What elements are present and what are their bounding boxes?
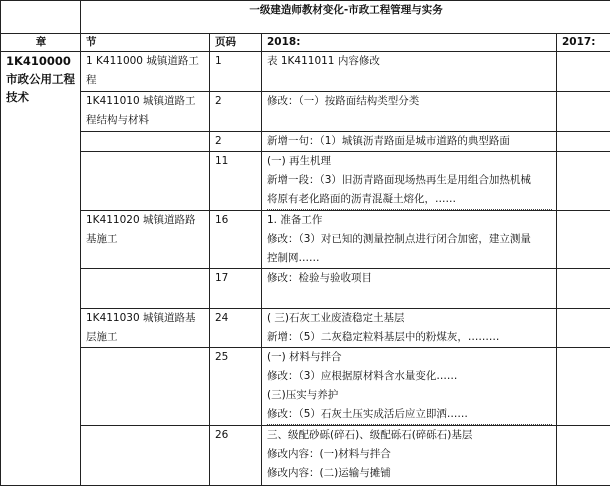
table-row — [1, 426, 610, 486]
change-cell — [262, 269, 557, 309]
section-cell — [81, 52, 210, 92]
change-cell — [262, 92, 557, 132]
page-cell: 17 — [210, 269, 262, 309]
y2017-cell — [557, 211, 610, 269]
change-line: (一) 材料与拌合 — [267, 348, 552, 367]
change-line: 1. 准备工作 — [267, 211, 552, 230]
change-line: 将原有老化路面的沥青混凝土熔化，…… — [267, 190, 552, 210]
change-line: 修改：（5）石灰土压实成活后应立即洒…… — [267, 405, 552, 425]
section-cell — [81, 309, 210, 348]
section-cell — [81, 211, 210, 269]
change-line: 新增一句：（1）城镇沥青路面是城市道路的典型路面 — [267, 132, 552, 151]
y2017-cell — [557, 426, 610, 486]
change-line: 表 1K411011 内容修改 — [267, 52, 552, 71]
change-cell — [262, 348, 557, 426]
change-line: 修改内容：(一)材料与拌合 — [267, 445, 552, 464]
table-row — [1, 269, 610, 309]
chapter-name: 1K410000 市政公用工程技术 — [6, 54, 75, 104]
table-row — [1, 52, 610, 92]
header-chapter: 章 — [1, 34, 81, 52]
page-cell: 2 — [210, 132, 262, 152]
header-page: 页码 — [210, 34, 262, 52]
section-cell — [81, 269, 210, 309]
change-line: 修改内容：(二)运输与摊铺 — [267, 464, 552, 483]
change-cell — [262, 52, 557, 92]
table-row — [1, 152, 610, 211]
change-cell — [262, 426, 557, 486]
change-line: 修改：（一）按路面结构类型分类 — [267, 92, 552, 111]
change-cell — [262, 152, 557, 211]
section-cell — [81, 426, 210, 486]
change-line: 控制网…… — [267, 249, 552, 268]
change-line: (三)压实与养护 — [267, 386, 552, 405]
y2017-cell — [557, 52, 610, 92]
change-line: 新增一段：（3）旧沥青路面现场热再生是用组合加热机械 — [267, 171, 552, 190]
section-name: 1K411010 城镇道路工程结构与材料 — [86, 92, 205, 130]
section-name: 1K411030 城镇道路基层施工 — [86, 309, 205, 347]
header-2017: 2017: — [557, 34, 610, 52]
document-title — [81, 1, 610, 34]
title-row — [1, 1, 610, 34]
change-line: 修改：（3）对已知的测量控制点进行闭合加密，建立测量 — [267, 230, 552, 249]
header-2018: 2018: — [262, 34, 557, 52]
section-name: 1 K411000 城镇道路工程 — [86, 52, 205, 90]
change-line: 三、级配砂砾(碎石)、级配砾石(碎砾石)基层 — [267, 426, 552, 445]
page-cell: 11 — [210, 152, 262, 211]
section-cell — [81, 152, 210, 211]
change-cell — [262, 211, 557, 269]
change-cell — [262, 309, 557, 348]
page-cell: 26 — [210, 426, 262, 486]
header-section: 节 — [81, 34, 210, 52]
change-line: (一) 再生机理 — [267, 152, 552, 171]
change-line: 新增：（5）二灰稳定粒料基层中的粉煤灰，……… — [267, 328, 552, 347]
change-line: ( 三)石灰工业废渣稳定土基层 — [267, 309, 552, 328]
y2017-cell — [557, 152, 610, 211]
title-left-blank — [1, 1, 81, 34]
table-row — [1, 132, 610, 152]
y2017-cell — [557, 269, 610, 309]
header-row — [1, 34, 610, 52]
y2017-cell — [557, 348, 610, 426]
page-cell: 2 — [210, 92, 262, 132]
change-line: 修改：（3）应根据原材料含水量变化…… — [267, 367, 552, 386]
document-title-text: 一级建造师教材变化-市政工程管理与实务 — [249, 4, 442, 16]
page-cell: 16 — [210, 211, 262, 269]
y2017-cell — [557, 132, 610, 152]
section-name: 1K411020 城镇道路路基施工 — [86, 211, 205, 249]
page-cell: 24 — [210, 309, 262, 348]
table-row — [1, 211, 610, 269]
y2017-cell — [557, 92, 610, 132]
change-cell — [262, 132, 557, 152]
y2017-cell — [557, 309, 610, 348]
section-cell — [81, 348, 210, 426]
table-row — [1, 309, 610, 348]
section-cell — [81, 92, 210, 132]
table-row — [1, 92, 610, 132]
table-row — [1, 348, 610, 426]
page-cell: 1 — [210, 52, 262, 92]
section-cell — [81, 132, 210, 152]
page-cell: 25 — [210, 348, 262, 426]
chapter-cell — [1, 52, 81, 486]
change-line: 修改：检验与验收项目 — [267, 269, 552, 288]
